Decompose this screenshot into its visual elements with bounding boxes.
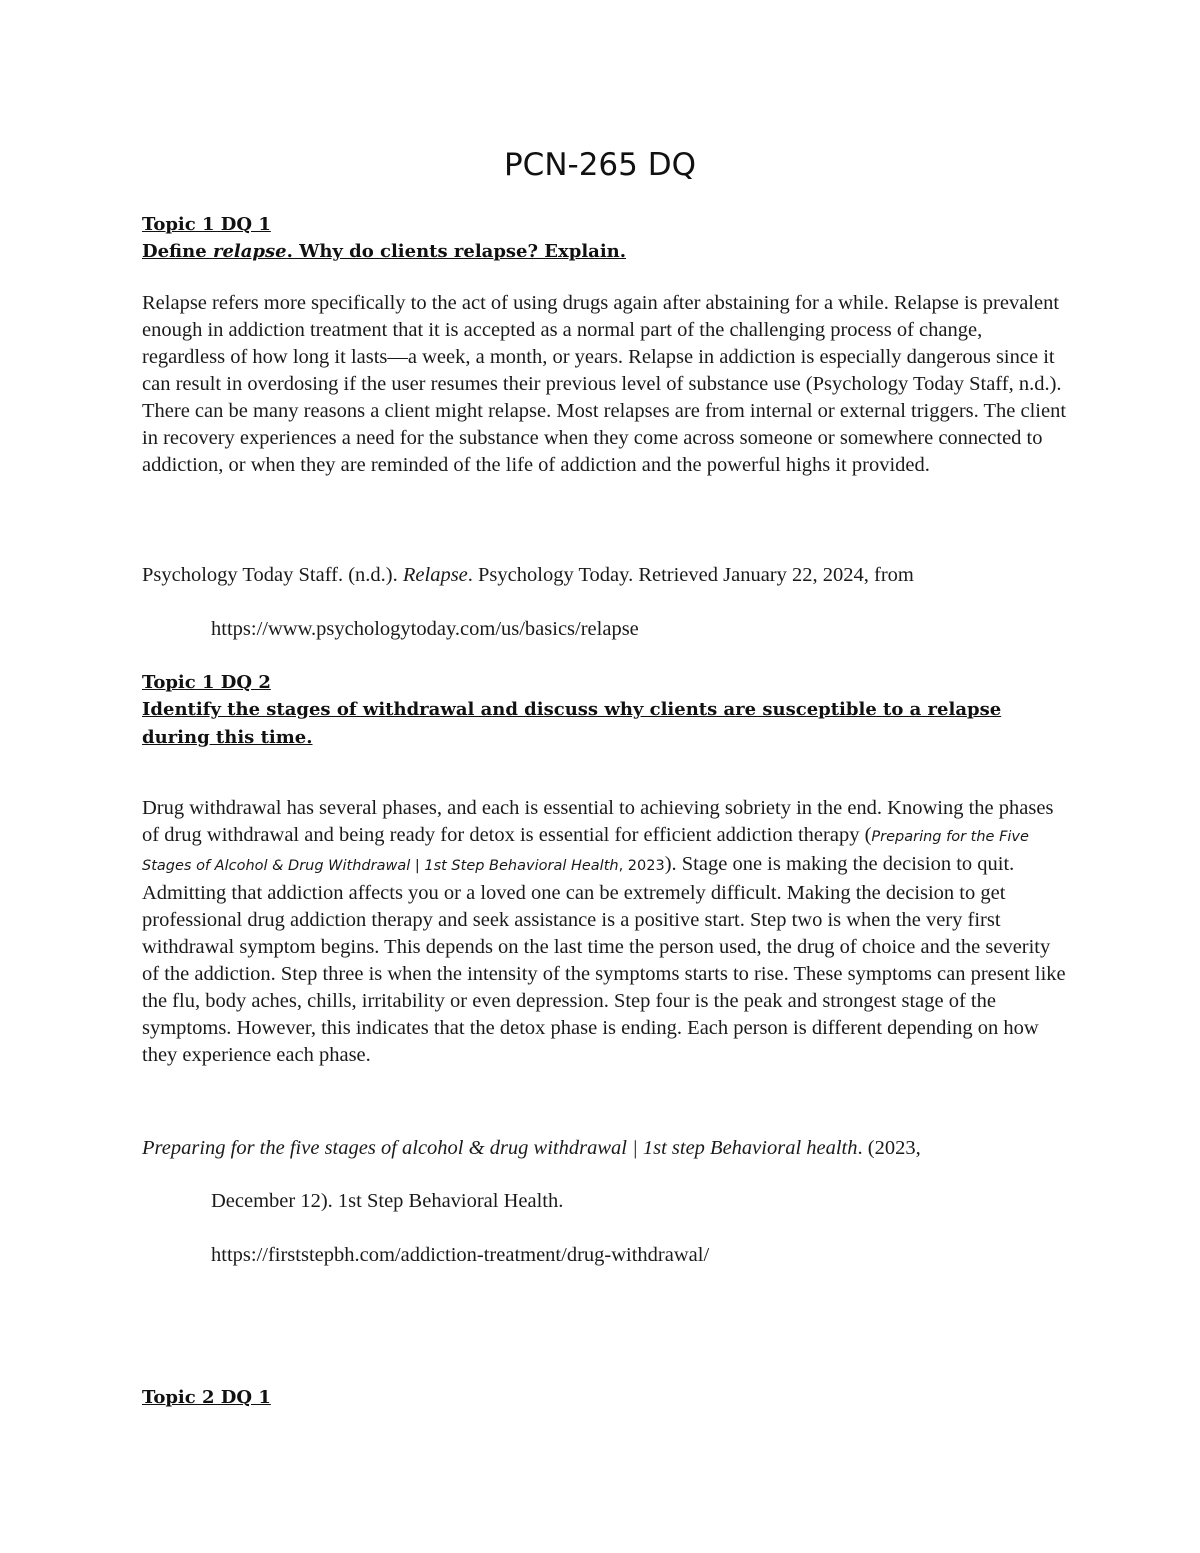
topic-1-dq-1-answer: Relapse refers more specifically to the act of using drugs again after abstaining for a while. Relapse is prevalent enough in addiction treatment that it is accepted as a normal part of the challenging process of change, regardless of how long it lasts—a week, a month, or years. Relapse in addiction is especially dangerous since it can result in overdosing if the user resumes their previous level of substance use (Psychology Today Staff, n.d.). There can be many reasons a client might relapse. Most relapses are from internal or external triggers. The client in recovery experiences a need for the substance when they come across someone or somewhere connected to addiction, or when they are reminded of the life of addiction and the powerful highs it provided. <box>142 292 1067 476</box>
topic-1-dq-1-heading: Topic 1 DQ 1 <box>142 214 271 235</box>
topic-1-dq-2-question-line-1: Identify the stages of withdrawal and discuss why clients are susceptible to a relapse <box>142 699 1002 720</box>
answer-part-2: ). Stage one is making the decision to quit. Admitting that addiction affects you or a loved one can be extremely difficult. Making the decision to get professional drug addiction therapy and seek assistance is a positive start. Step two is when the very first withdrawal symptom begins. This depends on the last time the person used, the drug of choice and the severity of the addiction. Step three is when the intensity of the symptoms starts to rise. These symptoms can present like the flu, body aches, chills, irritability or even depression. Step four is the peak and strongest stage of the symptoms. However, this indicates that the detox phase is ending. Each person is different depending on how they experience each phase. <box>142 853 1066 1066</box>
topic-1-dq-1-question <box>142 241 626 262</box>
topic-1-dq-1-reference <box>142 562 914 589</box>
reference-title: Preparing for the five stages of alcohol & drug withdrawal | 1st step Behavioral health <box>142 1137 858 1159</box>
topic-1-dq-2-question-line-2: during this time. <box>142 727 313 748</box>
topic-1-dq-2-reference-url: https://firststepbh.com/addiction-treatment/drug-withdrawal/ <box>211 1244 710 1266</box>
reference-author-date: Psychology Today Staff. (n.d.). <box>142 564 403 586</box>
reference-title: Relapse <box>402 564 468 586</box>
reference-year: . (2023, <box>857 1137 921 1159</box>
question-term: relapse <box>212 241 287 262</box>
document-title: PCN-265 DQ <box>503 147 696 183</box>
reference-rest: . Psychology Today. Retrieved January 22, 2024, from <box>467 564 914 586</box>
question-prefix: Define <box>142 241 213 262</box>
answer-citation-year: , 2023 <box>618 858 665 874</box>
question-suffix: . Why do clients relapse? Explain. <box>286 241 627 262</box>
answer-part-1: Drug withdrawal has several phases, and each is essential to achieving sobriety in the end. Knowing the phases of drug withdrawal and being ready for detox is essential for efficient addiction therapy ( <box>142 797 1054 846</box>
topic-2-dq-1-heading: Topic 2 DQ 1 <box>142 1387 271 1408</box>
answer-citation-title: Preparing for the Five Stages of Alcohol & Drug Withdrawal | 1st Step Behavioral Health <box>142 829 1029 874</box>
topic-1-dq-2-reference <box>142 1135 921 1162</box>
topic-1-dq-2-answer <box>142 795 1067 1069</box>
topic-1-dq-2-heading: Topic 1 DQ 2 <box>142 672 271 693</box>
topic-1-dq-2-reference-line-2: December 12). 1st Step Behavioral Health. <box>211 1190 564 1212</box>
topic-1-dq-1-reference-url: https://www.psychologytoday.com/us/basics/relapse <box>211 618 639 640</box>
